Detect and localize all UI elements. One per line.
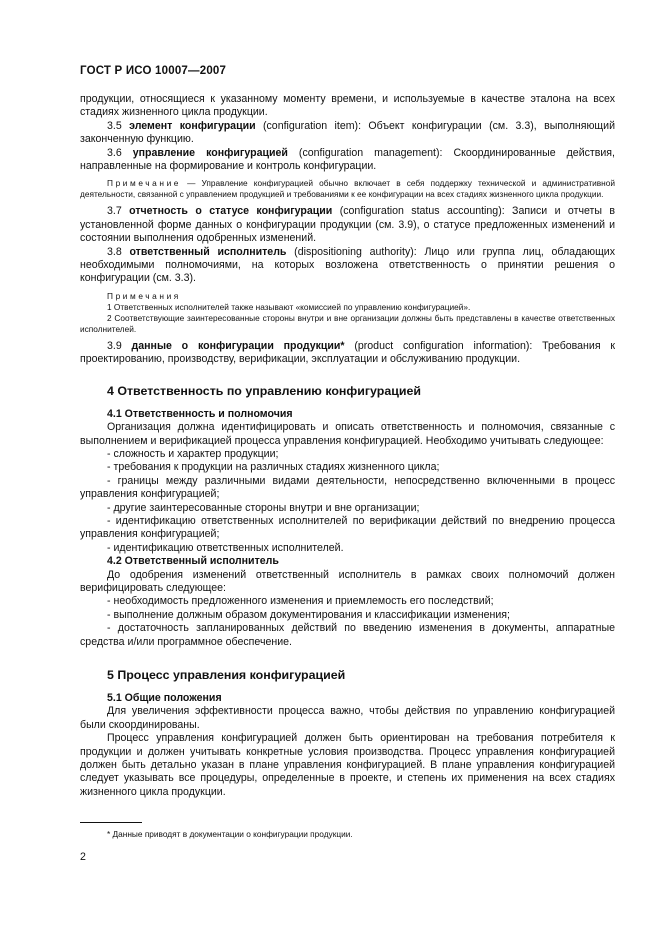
term-number: 3.6 — [107, 146, 133, 159]
list-item: - необходимость предложенного изменения и приемлемость его последствий; — [107, 595, 494, 608]
term-number: 3.9 — [107, 339, 132, 352]
term-name: ответственный исполнитель — [129, 245, 287, 258]
document-header: ГОСТ Р ИСО 10007—2007 — [80, 65, 227, 77]
note-item-2: 2 Соответствующие заинтересованные стороны внутри и вне организации должны быть представлены в качестве ответственных исполнителей. — [80, 312, 615, 334]
list-item: - идентификацию ответственных исполнителей по верификации действий по внедрению процесса управления конфигурацией; — [80, 514, 615, 541]
term-definition: (configuration status accounting): Записи и отчеты в установленной форме данных о конфигурации продукции (см. 3.9), о статусе предложенных изменений и состоянии выполнения одобренных изменений. — [80, 205, 615, 245]
section-5-title: 5 Процесс управления конфигурацией — [107, 668, 346, 682]
term-3-5 — [80, 120, 615, 147]
term-definition: (configuration item): Объект конфигурации (см. 3.3), выполняющий законченную функцию. — [80, 119, 615, 146]
term-name: отчетность о статусе конфигурации — [129, 205, 333, 218]
list-item: - границы между различными видами деятельности, непосредственно включенными в процесс управления конфигурацией; — [80, 474, 615, 501]
footnote: * Данные приводят в документации о конфигурации продукции. — [107, 829, 353, 839]
main-content — [80, 93, 615, 799]
term-3-7 — [80, 205, 615, 245]
list-item: - сложность и характер продукции; — [107, 447, 279, 460]
term-number: 3.5 — [107, 119, 130, 132]
term-3-8 — [80, 246, 615, 286]
term-definition: (dispositioning authority): Лицо или группа лиц, обладающих необходимыми полномочиями, на которых возложена ответственность о принятии решения о конфигурации (см. 3.3). — [80, 245, 616, 285]
note-3-6 — [80, 178, 615, 200]
list-item: - достаточность запланированных действий по введению изменения в документы, аппаратные средства и/или программное обеспечение. — [80, 622, 615, 648]
paragraph-4-2: До одобрения изменений ответственный исполнитель в рамках своих полномочий должен верифицировать следующее: — [80, 568, 615, 594]
term-name: управление конфигурацией — [132, 146, 288, 159]
paragraph-5-1-b: Процесс управления конфигурацией должен быть ориентирован на требования потребителя к продукции и должен учитывать конкретные условия производства. Процесс управления конфигурацией должен быть детально указан в плане управления конфигурацией. В плане управления конфигурацией следует указывать все процедуры, определенные в проекте, и степень их применения на всех стадиях жизненного цикла продукции. — [80, 732, 615, 798]
continued-paragraph: продукции, относящиеся к указанному моменту времени, и используемые в качестве эталона на всех стадиях жизненного цикла продукции. — [80, 93, 615, 119]
list-item: - выполнение должным образом документирования и классификации изменения; — [107, 608, 510, 621]
list-item: - другие заинтересованные стороны внутри и вне организации; — [107, 501, 420, 514]
page-number: 2 — [80, 851, 86, 863]
section-4-title: 4 Ответственность по управлению конфигурацией — [107, 383, 421, 398]
term-name: элемент конфигурации — [129, 119, 256, 132]
term-3-6 — [80, 147, 615, 174]
note-text: — Управление конфигурацией обычно включает в себя поддержку технической и административной деятельности, связанной с управлением продукцией и требованиями к ее конфигурации на всех стадиях жизненного цикла продукции. — [80, 178, 615, 200]
term-name: данные о конфигурации продукции* — [131, 339, 345, 352]
term-number: 3.7 — [107, 205, 130, 218]
note-label: Примечание — [107, 178, 182, 189]
paragraph-5-1-a: Для увеличения эффективности процесса важно, чтобы действия по управлению конфигурацией были скоординированы. — [80, 705, 615, 731]
footnote-divider — [80, 822, 142, 823]
list-item: - требования к продукции на различных стадиях жизненного цикла; — [107, 461, 440, 474]
subsection-4-1-title: 4.1 Ответственность и полномочия — [107, 407, 293, 420]
paragraph-4-1: Организация должна идентифицировать и описать ответственность и полномочия, связанные с выполнением и верификацией процесса управления конфигурацией. Необходимо учитывать следующее: — [80, 421, 615, 447]
notes-label: Примечания — [107, 290, 181, 301]
subsection-4-2-title: 4.2 Ответственный исполнитель — [107, 555, 279, 568]
note-item-1: 1 Ответственных исполнителей также называют «комиссией по управлению конфигурацией». — [107, 301, 471, 312]
list-item: - идентификацию ответственных исполнителей. — [107, 541, 344, 554]
term-definition: (product configuration information): Требования к проектированию, производству, верификации, эксплуатации и обслуживанию продукции. — [80, 339, 615, 366]
term-3-9 — [80, 340, 615, 367]
term-definition: (configuration management): Скоординированные действия, направленные на формирование и контроль конфигурации. — [80, 146, 615, 173]
subsection-5-1-title: 5.1 Общие положения — [107, 692, 222, 704]
term-number: 3.8 — [107, 245, 130, 258]
